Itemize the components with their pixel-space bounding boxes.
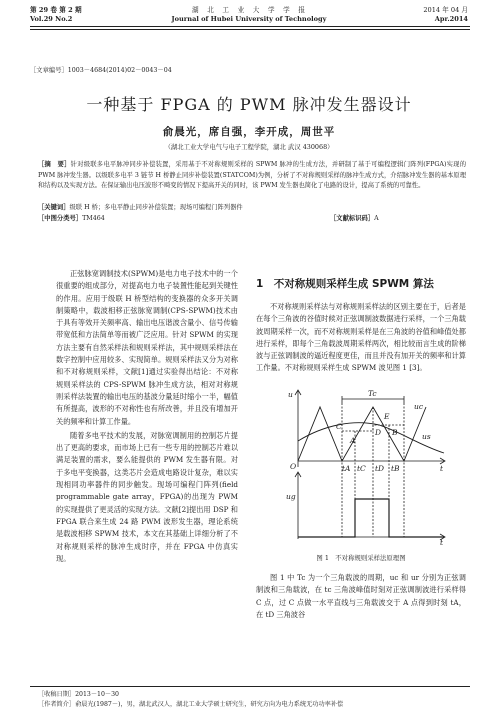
volume-label-en: Vol.29 No.2 (30, 15, 73, 23)
tick-tB: tB (391, 464, 400, 473)
paper-title: 一种基于 FPGA 的 PWM 脉冲发生器设计 (86, 95, 412, 114)
tick-tC: tC (357, 464, 366, 473)
pwm-pulse (298, 499, 444, 537)
journal-name: 湖 北 工 业 大 学 学 报 (192, 6, 306, 14)
tick-tD: tD (375, 464, 385, 473)
clc-label: ［中图分类号］ (38, 215, 83, 222)
intro-paragraph-1: 正弦脉宽调制技术(SPWM)是电力电子技术中的一个很重要的组成部分，对提高电力电子装置性能起到关键性的作用。应用于级联 H 桥型结构的变换器的众多开关调制策略中，载波相移正弦脉宽调制(CPS-SPWM)技术由于具有等效开关频率高、输出电压谐波含量小、信号传输带宽低和方法简单等而被广泛应用。针对 SPWM 的实现方法主要有自然采样法和规则采样法，其中规则采样法在数字控制中应用较多、实现简单。规则采样法又分为对称和不对称规则采样，文献[1]通过实验得出结论：不对称规则采样法的 CPS-SPWM 脉冲生成方法，相对对称规则采样法装置的输出电压的基波分量延时缩小一半，幅值有所提高，波形的不对称性也有所改善，并且没有增加开关的频率和计算工作量。 (56, 269, 238, 426)
article-number: ［文章编号］1003－4684(2014)02－0043－04 (30, 67, 172, 74)
point-E: E (384, 412, 390, 421)
volume-label: 第 29 卷 第 2 期 (30, 6, 82, 14)
pulse-axis-label: ug (286, 492, 296, 501)
keywords (38, 202, 243, 211)
doc-code-label: ［文献标识码］ (330, 215, 375, 222)
period-label: Tc (368, 389, 377, 398)
abstract-label: ［摘 要］ (38, 161, 71, 168)
origin-label: O (290, 462, 297, 471)
header-rule (30, 26, 470, 27)
figure-caption: 图 1 不对称规则采样法原理图 (316, 554, 406, 562)
section-heading: 1 不对称规则采样生成 SPWM 算法 (256, 278, 434, 290)
lower-time-label: t (440, 538, 444, 545)
clc-number (38, 213, 105, 222)
section-paragraph-1: 不对称规则采样法与对称规则采样法的区别主要在于，后者是在每个三角波的谷值时候对正弦调制波数据进行采样，一个三角载波周期采样一次，而不对称规则采样是在三角波的谷值和峰值处都进行采样，即每个三角载波周期采样两次，相比较而言生成的阶梯波与正弦调制波的逼近程度更佳，而且并没有加开关的频率和计算工作量。不对称规则采样生成 SPWM 波见图 1 [3]。 (256, 302, 466, 373)
sampling-figure (284, 387, 454, 545)
journal-name-en: Journal of Hubei University of Technology (171, 15, 327, 23)
point-B: B (392, 428, 398, 437)
keywords-text: 级联 H 桥；多电平静止同步补偿装置；现场可编程门阵列器件 (69, 204, 243, 211)
point-A: A (350, 436, 356, 445)
left-column (56, 268, 238, 565)
axis-label-u: u (288, 390, 293, 399)
author-bio: ［作者简介］俞晨光(1987－)，男，湖北武汉人，湖北工业大学硕士研究生，研究方向为电力系统无功功率补偿 (38, 701, 344, 708)
footnote-rule (30, 686, 470, 687)
triangle-carrier (298, 407, 426, 461)
affiliation: （湖北工业大学电气与电子工程学院，湖北 武汉 430068） (164, 143, 334, 151)
upper-time-label: t (440, 464, 444, 473)
issue-date: 2014 年 04 月 (423, 6, 468, 14)
issue-date-en: Apr.2014 (434, 15, 468, 23)
intro-paragraph-2: 随着多电平技术的发展，对脉宽调制用的控制芯片提出了更高的要求，而市场上已有一些专用的控制芯片难以满足装置的需求，要么能提供的 PWM 发生器有限。对于多电平变换器，这类芯片会造成电路设计复杂，难以实现相同功率器件的同步触发。现场可编程门阵列(field programmable gate array，FPGA)的出现为 PWM 的实现提供了更灵活的实现方法。文献[2]提出用 DSP 和 FPGA 联合来生成 24 路 PWM 波形发生器，理论系统是载波相移 SPWM 技术，本文在其基础上详细分析了不对称规则采样的脉冲生成时序，并在 FPGA 中仿真实现。 (56, 430, 238, 563)
doc-code-text: A (374, 215, 379, 222)
section-paragraph-2: 图 1 中 Tc 为一个三角载波的周期，uc 和 ur 分别为正弦调制波和三角载波，在 tc 三角波峰值时刻对正弦调制波进行采样得 C 点，过 C 点做一水平直线与三角载波交于 A 点得到时刻 tA，在 tD 三角波谷 (256, 573, 466, 619)
keywords-label: ［关键词］ (38, 204, 70, 211)
carrier-label: uc (414, 402, 424, 411)
tick-tA: tA (342, 464, 351, 473)
author-list: 俞晨光，席自强，李开成，周世平 (162, 126, 336, 138)
abstract-text: 针对级联多电平脉冲同步补偿装置，采用基于不对称规则采样的 SPWM 脉冲的生成方法，并研制了基于可编程逻辑门阵列(FPGA)实现的 PWM 脉冲发生器。以级联多电平 3 链节 H 桥静止同步补偿装置(STATCOM)为例，分析了不对称规则采样的脉冲生成方式，介绍脉冲发生器的基本原理和结构以及实现方法。在保证输出电压波形不畸变的情况下提高开关的同时，该 PWM 发生器也简化了电路的设计，提高了系统的可靠性。 (38, 161, 466, 190)
clc-text: TM464 (82, 215, 105, 222)
point-D: D (375, 428, 382, 437)
point-C: C (336, 422, 342, 431)
header-rule-thin (30, 29, 470, 30)
document-code (330, 213, 379, 222)
sine-label: us (422, 432, 431, 441)
abstract (38, 160, 466, 192)
received-date: ［收稿日期］2013－10－30 (38, 691, 119, 698)
